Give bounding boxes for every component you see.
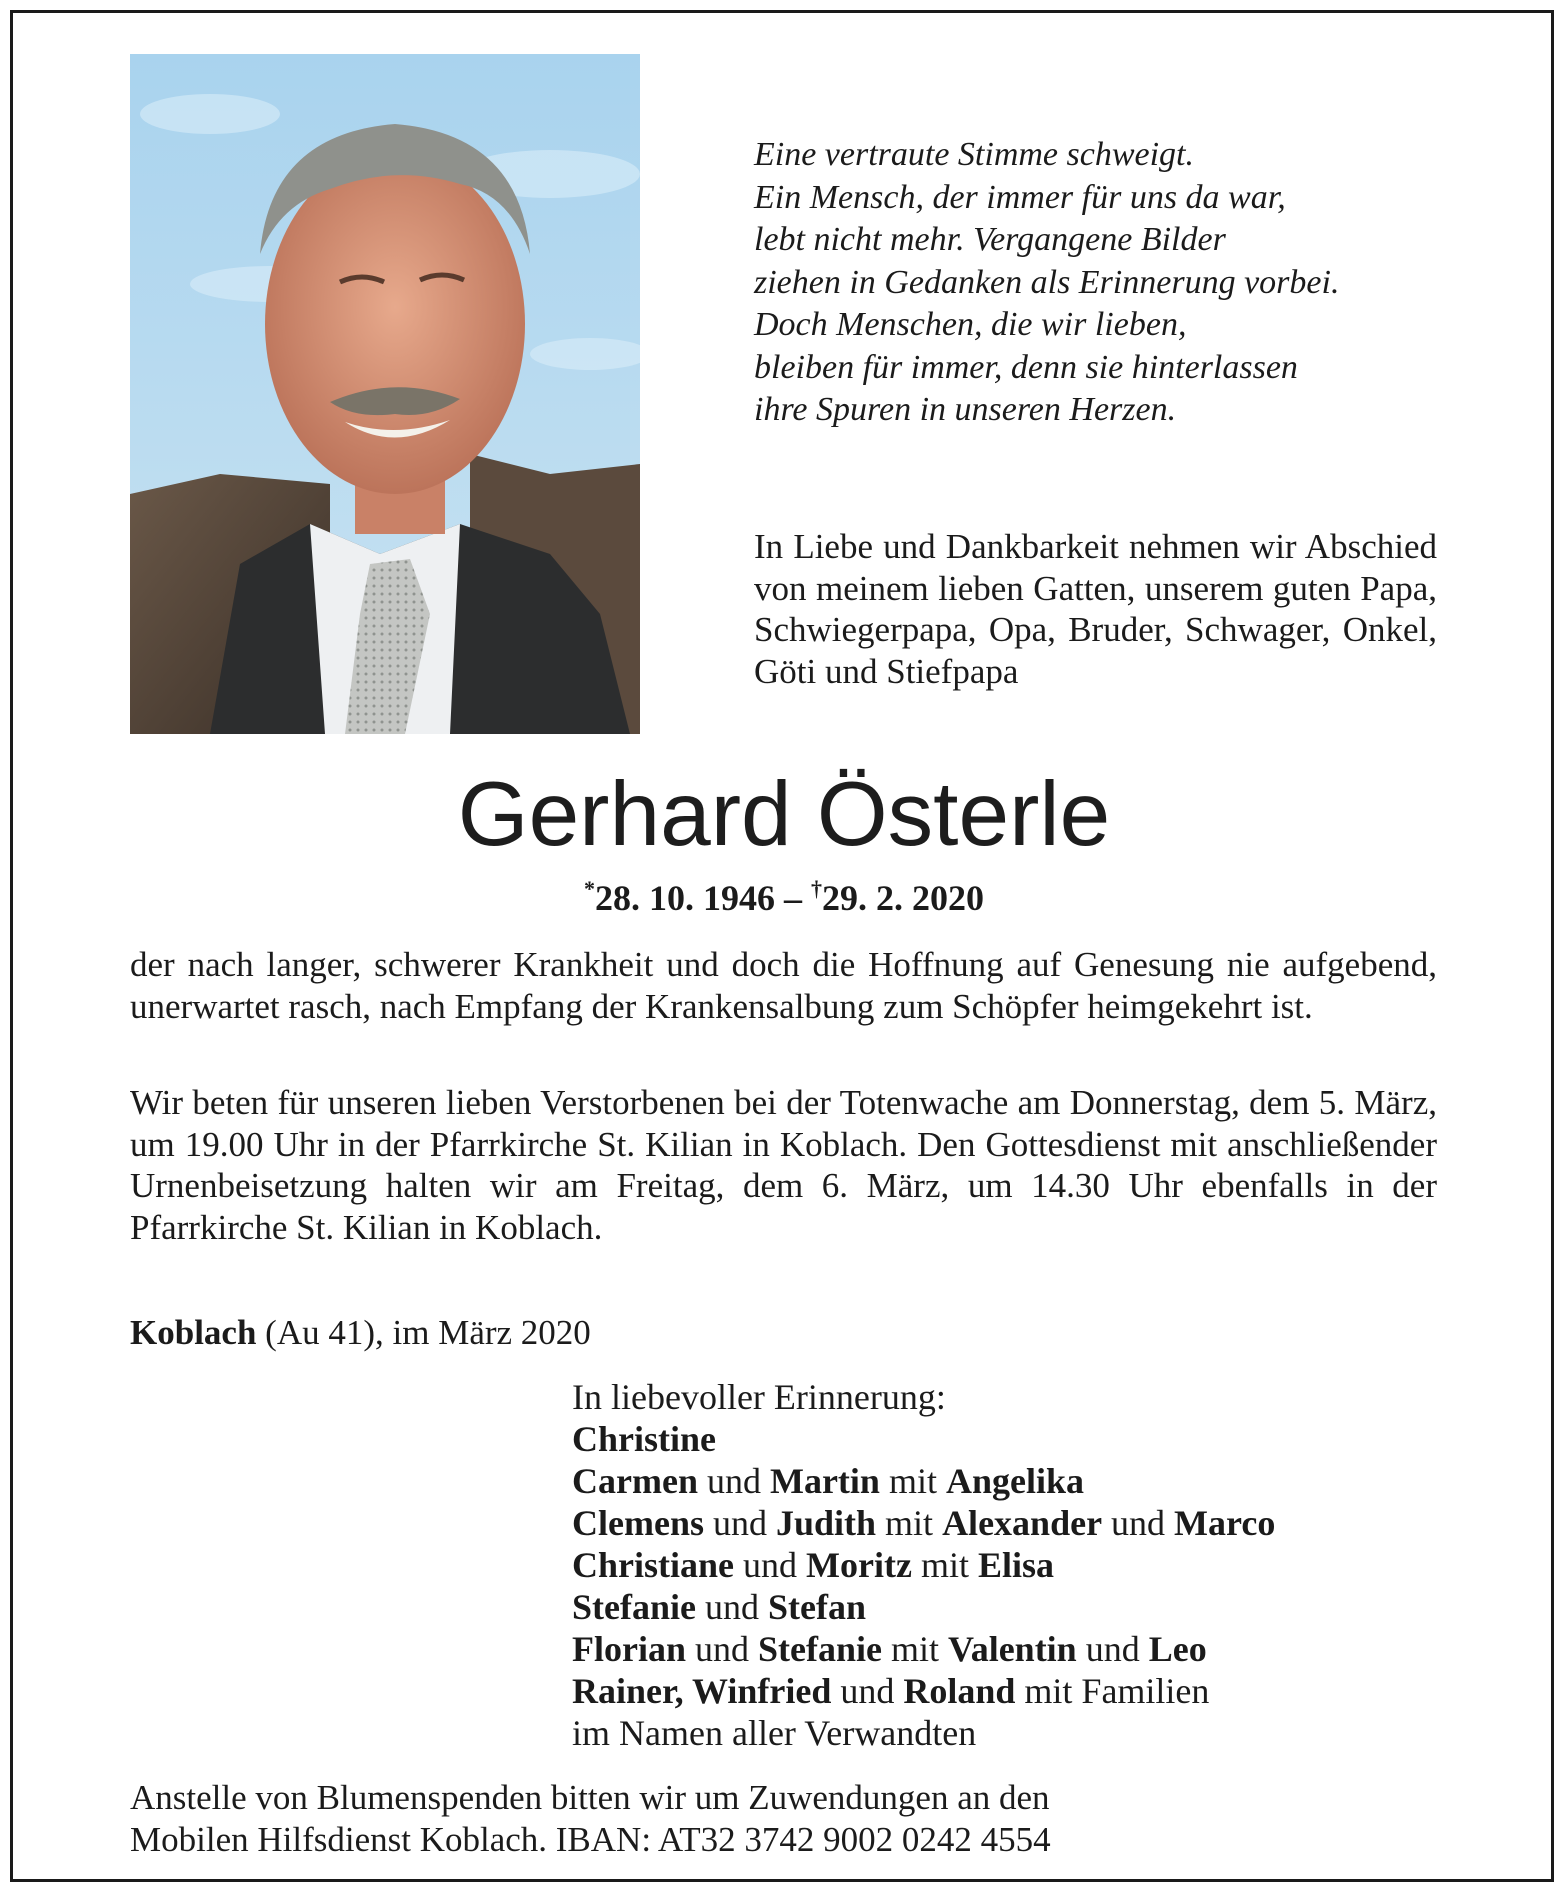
family-member-name: Angelika: [945, 1461, 1084, 1501]
memorial-poem: [754, 134, 1454, 432]
deceased-name: Gerhard Österle: [457, 764, 1111, 865]
donation-note: [130, 1777, 1430, 1861]
family-member-name: Martin: [769, 1461, 880, 1501]
donation-line: Anstelle von Blumenspenden bitten wir um Zuwendungen an den: [130, 1778, 1050, 1817]
family-connector: mit: [881, 1629, 948, 1669]
family-connector: mit: [911, 1545, 978, 1585]
family-connector: und: [697, 1461, 770, 1501]
death-date: 29. 2. 2020: [822, 878, 984, 918]
family-member-name: Leo: [1148, 1629, 1207, 1669]
family-connector: und: [695, 1587, 768, 1627]
family-connector: mit Familien: [1015, 1671, 1210, 1711]
family-names: [572, 1418, 1275, 1712]
family-member-name: Roland: [903, 1671, 1016, 1711]
poem-line: Ein Mensch, der immer für uns da war,: [754, 178, 1286, 216]
family-member-name: Christine: [572, 1419, 716, 1459]
family-member-name: Moritz: [806, 1545, 912, 1585]
donation-line: Mobilen Hilfsdienst Koblach. IBAN: AT32 3742 9002 0242 4554: [130, 1820, 1051, 1859]
poem-line: bleiben für immer, denn sie hinterlassen: [754, 348, 1298, 386]
family-member-name: Elisa: [977, 1545, 1054, 1585]
family-line: [572, 1586, 1275, 1628]
family-connector: und: [686, 1629, 758, 1669]
portrait-photo: [130, 54, 640, 734]
life-dates: [0, 875, 1568, 921]
poem-line: ziehen in Gedanken als Erinnerung vorbei.: [754, 263, 1340, 301]
family-member-name: Clemens: [572, 1503, 704, 1543]
family-heading: In liebevoller Erinnerung:: [572, 1377, 946, 1417]
family-member-name: Florian: [572, 1629, 686, 1669]
passing-paragraph: der nach langer, schwerer Krankheit und doch die Hoffnung auf Genesung nie aufgebend, unerwartet rasch, nach Empfang der Krankensalbung zum Schöpfer heimgekehrt ist.: [130, 945, 1437, 1026]
family-line: [572, 1502, 1275, 1544]
family-line: [572, 1670, 1275, 1712]
place-town: Koblach: [130, 1313, 257, 1352]
place-and-date: [130, 1312, 591, 1354]
family-member-name: Stefanie: [572, 1587, 696, 1627]
family-connector: und: [1076, 1629, 1149, 1669]
place-rest: (Au 41), im März 2020: [256, 1313, 591, 1352]
poem-line: Eine vertraute Stimme schweigt.: [754, 136, 1195, 173]
service-paragraph: Wir beten für unseren lieben Verstorbenen bei der Totenwache am Donnerstag, dem 5. März, um 19.00 Uhr in der Pfarrkirche St. Kilian in Koblach. Den Gottesdienst mit anschließender Urnenbeisetzung halten wir am Freitag, dem 6. März, um 14.30 Uhr ebenfalls in der Pfarrkirche St. Kilian in Koblach.: [130, 1083, 1437, 1247]
family-connector: und: [831, 1671, 904, 1711]
family-connector: mit: [876, 1503, 943, 1543]
family-line: [572, 1418, 1275, 1460]
family-member-name: Rainer, Winfried: [572, 1671, 832, 1711]
family-member-name: Carmen: [572, 1461, 698, 1501]
family-member-name: Stefan: [767, 1587, 866, 1627]
farewell-intro: In Liebe und Dankbarkeit nehmen wir Abschied von meinem lieben Gatten, unserem guten Papa, Schwiegerpapa, Opa, Bruder, Schwager, Onkel, Göti und Stiefpapa: [754, 527, 1437, 691]
family-connector: und: [734, 1545, 806, 1585]
poem-line: Doch Menschen, die wir lieben,: [754, 306, 1187, 343]
poem-line: ihre Spuren in unseren Herzen.: [754, 391, 1177, 428]
family-member-name: Judith: [775, 1503, 877, 1543]
family-member-name: Stefanie: [758, 1629, 882, 1669]
death-symbol: †: [811, 876, 822, 901]
birth-symbol: *: [584, 876, 595, 901]
family-member-name: Alexander: [942, 1503, 1103, 1543]
family-line: [572, 1628, 1275, 1670]
family-member-name: Valentin: [948, 1629, 1077, 1669]
family-line: [572, 1460, 1275, 1502]
family-line: [572, 1544, 1275, 1586]
family-member-name: Marco: [1174, 1503, 1276, 1543]
family-connector: und: [703, 1503, 776, 1543]
family-closing: im Namen aller Verwandten: [572, 1713, 977, 1753]
family-member-name: Christiane: [572, 1545, 734, 1585]
birth-date: 28. 10. 1946: [595, 878, 775, 918]
family-connector: und: [1102, 1503, 1175, 1543]
poem-line: lebt nicht mehr. Vergangene Bilder: [754, 221, 1226, 258]
family-connector: mit: [879, 1461, 946, 1501]
family-signature: [572, 1376, 1275, 1754]
date-separator: –: [784, 878, 802, 918]
